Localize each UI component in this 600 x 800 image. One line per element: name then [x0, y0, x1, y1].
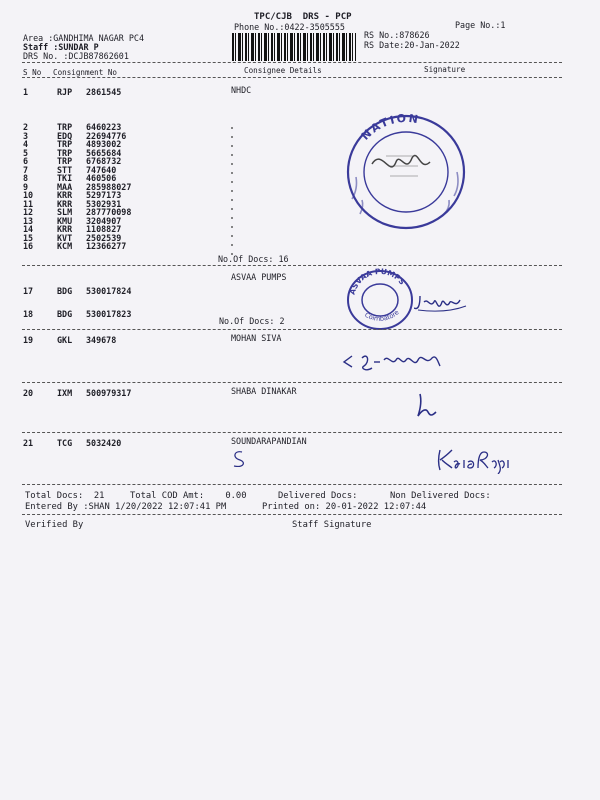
- verified-by: Verified By: [25, 520, 84, 530]
- col-consignee: Consignee Details: [244, 66, 322, 75]
- row-code: STT: [57, 164, 73, 175]
- barcode: [232, 33, 356, 61]
- asvaa-stamp: [344, 266, 416, 330]
- svg-text:ASVAA PUMPS: [348, 267, 407, 296]
- area-label: Area :GANDHIMA NAGAR PC4: [23, 33, 145, 43]
- row-sno: 17: [23, 286, 34, 296]
- row-code: BDG: [57, 309, 73, 319]
- row-sno: 19: [23, 335, 34, 345]
- docs-count: No.Of Docs: 16: [218, 254, 289, 264]
- row-number: 5297173: [86, 190, 122, 200]
- row-sno: 21: [23, 438, 34, 448]
- row-number: 530017823: [86, 309, 132, 319]
- row-sno: 8: [23, 173, 29, 183]
- printed-on: Printed on: 20-01-2022 12:07:44: [262, 502, 427, 512]
- row-number: 3204907: [86, 215, 122, 226]
- row-number: 5032420: [86, 438, 122, 448]
- row-code: KRR: [57, 190, 73, 200]
- consignee-name: NHDC: [231, 85, 252, 95]
- signature-group-5: [434, 446, 514, 474]
- divider: [22, 514, 562, 515]
- consignee-name: ASVAA PUMPS: [231, 272, 287, 282]
- drs-number: DRS No. :DCJB87862601: [23, 51, 129, 61]
- phone-number: Phone No.:0422-3505555: [234, 22, 345, 32]
- row-code: KMU: [57, 215, 73, 226]
- col-sno: S No: [23, 68, 42, 77]
- row-number: 1108827: [86, 224, 122, 234]
- row-sno: 4: [23, 139, 29, 149]
- row-code: TRP: [57, 156, 73, 166]
- consignee-name: MOHAN SIVA: [231, 333, 282, 343]
- row-number: 500979317: [86, 388, 132, 398]
- divider: [22, 484, 562, 485]
- signature-group-4: [410, 392, 440, 422]
- signature-group-3: [338, 348, 458, 374]
- rs-date: RS Date:20-Jan-2022: [364, 40, 460, 50]
- divider: [22, 329, 562, 330]
- row-number: 747640: [86, 164, 117, 175]
- row-number: 6768732: [86, 156, 122, 166]
- row-code: TRP: [57, 147, 73, 158]
- row-sno: 2: [23, 122, 29, 132]
- entered-by: Entered By :SHAN 1/20/2022 12:07:41 PM: [25, 502, 227, 512]
- row-sno: 18: [23, 309, 34, 319]
- consignee-name: SHABA DINAKAR: [231, 386, 297, 396]
- row-sno: 11: [23, 198, 34, 209]
- row-number: 12366277: [86, 241, 127, 251]
- row-code: SLM: [57, 207, 73, 217]
- svg-text:NATION: [359, 112, 421, 143]
- row-code: TCG: [57, 438, 73, 448]
- divider: [22, 432, 562, 433]
- divider: [22, 77, 562, 78]
- row-number: 4893002: [86, 139, 122, 149]
- row-sno: 6: [23, 156, 29, 166]
- row-number: 349678: [86, 335, 117, 345]
- row-code: KCM: [57, 241, 73, 251]
- col-signature: Signature: [424, 65, 466, 74]
- row-number: 460506: [86, 173, 117, 183]
- stamp-top-text: ASVAA PUMPS: [347, 266, 407, 296]
- row-number: 6460223: [86, 122, 122, 132]
- row-code: TKI: [57, 173, 73, 183]
- row-sno: 5: [23, 147, 29, 158]
- row-code: TRP: [57, 139, 73, 149]
- row-sno: 14: [23, 224, 34, 234]
- row-sno: 15: [23, 232, 34, 243]
- row-sno: 3: [23, 130, 29, 141]
- stamp-bottom-text: Coimbatore: [363, 308, 401, 323]
- divider: [22, 62, 562, 63]
- row-sno: 1: [23, 87, 29, 97]
- staff-signature: Staff Signature: [292, 520, 372, 530]
- row-code: RJP: [57, 87, 73, 97]
- row-number: 5665684: [86, 147, 122, 158]
- row-number: 530017824: [86, 286, 132, 296]
- total-docs: Total Docs: 21: [25, 491, 105, 501]
- row-code: KRR: [57, 198, 73, 209]
- row-sno: 16: [23, 241, 34, 251]
- signature-mark: [228, 448, 248, 470]
- row-code: EDQ: [57, 130, 73, 141]
- nhdc-stamp: [336, 104, 476, 236]
- row-sno: 12: [23, 207, 34, 217]
- row-number: 2861545: [86, 87, 122, 97]
- svg-text:Coimbatore: [363, 308, 400, 323]
- stamp-ring-text: NATION: [358, 111, 421, 143]
- dot-markers: [228, 120, 236, 260]
- row-code: TRP: [57, 122, 73, 132]
- divider: [22, 382, 562, 383]
- staff-label: Staff :SUNDAR P: [23, 42, 99, 52]
- row-code: KVT: [57, 232, 73, 243]
- row-number: 287770098: [86, 207, 132, 217]
- row-code: IXM: [57, 388, 73, 398]
- row-sno: 20: [23, 388, 34, 398]
- row-number: 285988027: [86, 181, 132, 192]
- page-number: Page No.:1: [455, 20, 506, 30]
- row-number: 2502539: [86, 232, 122, 243]
- row-code: BDG: [57, 286, 73, 296]
- row-code: KRR: [57, 224, 73, 234]
- rs-number: RS No.:878626: [364, 30, 430, 40]
- signature-group-2: [414, 292, 470, 316]
- row-sno: 7: [23, 164, 29, 175]
- row-number: 22694776: [86, 130, 127, 141]
- row-sno: 9: [23, 181, 29, 192]
- consignee-name: SOUNDARAPANDIAN: [231, 436, 307, 446]
- col-consignment: Consignment No: [53, 68, 118, 77]
- row-code: GKL: [57, 335, 73, 345]
- page-title: TPC/CJB DRS - PCP: [254, 12, 352, 22]
- divider: [22, 265, 562, 266]
- row-number: 5302931: [86, 198, 122, 209]
- row-sno: 10: [23, 190, 34, 200]
- total-cod: Total COD Amt: 0.00: [130, 491, 247, 501]
- docs-count: No.Of Docs: 2: [219, 316, 285, 326]
- delivered-docs: Delivered Docs:: [278, 491, 358, 501]
- row-code: MAA: [57, 181, 73, 192]
- non-delivered-docs: Non Delivered Docs:: [390, 491, 491, 501]
- row-sno: 13: [23, 215, 34, 226]
